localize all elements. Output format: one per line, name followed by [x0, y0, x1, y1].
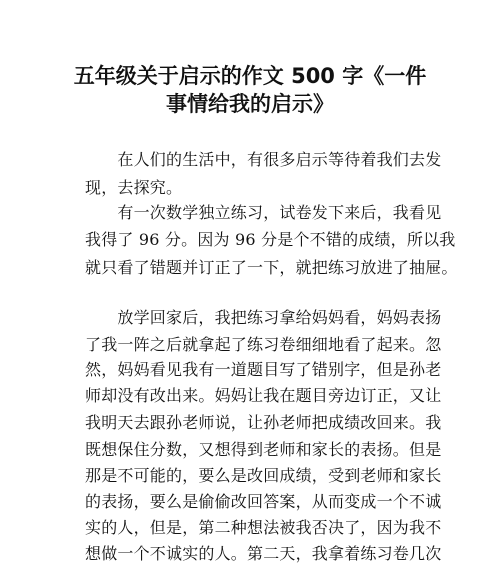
document-title-line-1: 五年级关于启示的作文 500 字《一件	[73, 64, 427, 88]
body-text-line: 实的人，但是，第二种想法被我否决了，因为我不	[85, 518, 442, 537]
body-text-line: 师却没有改出来。妈妈让我在题目旁边订正，又让	[85, 386, 442, 405]
body-text-line: 我明天去跟孙老师说，让孙老师把成绩改回来。我	[85, 413, 442, 432]
body-text-line: 就只看了错题并订正了一下，就把练习放进了抽屉。	[85, 258, 458, 277]
body-text-line: 想做一个不诚实的人。第二天，我拿着练习卷几次	[85, 544, 442, 563]
body-text-line: 的表扬，要么是偷偷改回答案，从而变成一个不诚	[85, 492, 442, 511]
body-text-line: 那是不可能的，要么是改回成绩，受到老师和家长	[85, 466, 442, 485]
body-text-line: 我得了 96 分。因为 96 分是个不错的成绩，所以我	[85, 230, 456, 249]
body-text-line: 既想保住分数，又想得到老师和家长的表扬。但是	[85, 440, 442, 459]
document-title-line-2: 事情给我的启示》	[166, 92, 334, 116]
body-text-line: 了我一阵之后就拿起了练习卷细细地看了起来。忽	[85, 335, 442, 354]
body-text-line: 然，妈妈看见我有一道题目写了错别字，但是孙老	[85, 360, 442, 379]
body-text-line: 现，去探究。	[85, 178, 183, 197]
body-text-line: 有一次数学独立练习，试卷发下来后，我看见	[85, 203, 442, 222]
body-text-line: 放学回家后，我把练习拿给妈妈看，妈妈表扬	[85, 308, 442, 327]
body-text-line: 在人们的生活中，有很多启示等待着我们去发	[85, 150, 442, 169]
